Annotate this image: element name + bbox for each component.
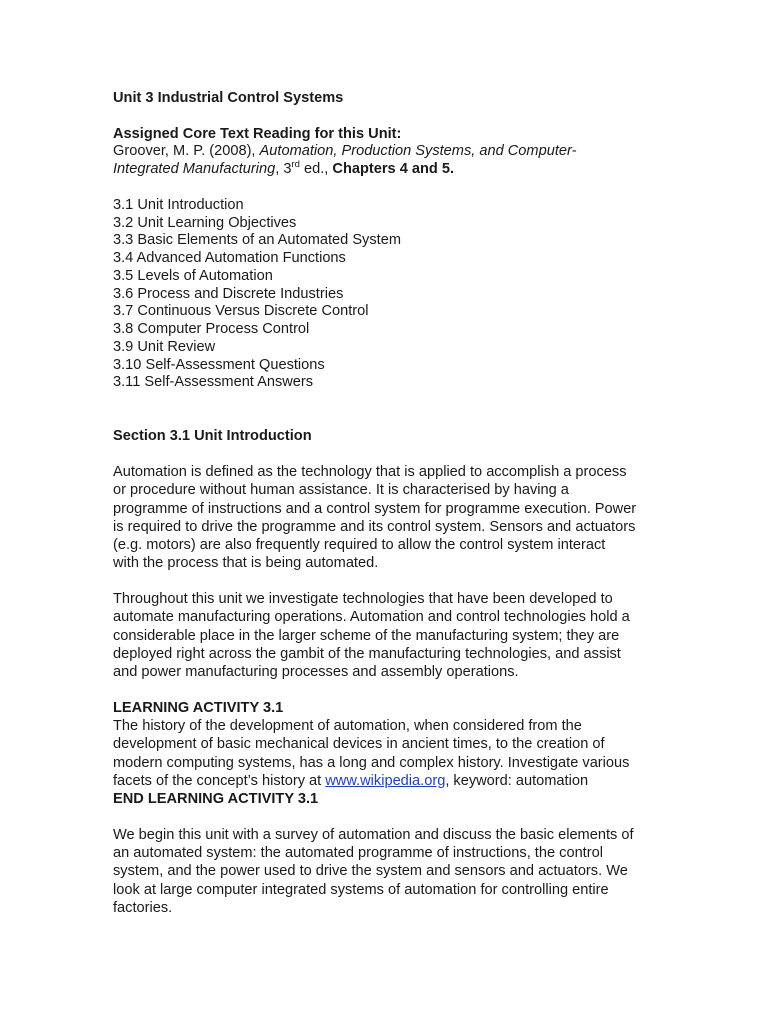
learning-activity-end: END LEARNING ACTIVITY 3.1: [113, 791, 319, 808]
learning-activity: [113, 699, 653, 808]
toc-item: 3.7 Continuous Versus Discrete Control: [113, 303, 369, 320]
toc-item: 3.8 Computer Process Control: [113, 321, 310, 338]
toc-item: 3.3 Basic Elements of an Automated System: [113, 232, 401, 249]
reading-heading: Assigned Core Text Reading for this Unit:: [113, 125, 402, 142]
reading-edition-suffix: ed.,: [299, 161, 333, 178]
activity-last-line-suffix: , keyword: automation: [445, 772, 589, 789]
toc-item: 3.9 Unit Review: [113, 338, 216, 355]
paragraph-line: system, and the power used to drive the system and sensors and actuators. We: [113, 863, 628, 880]
paragraph-line: development of basic mechanical devices in ancient times, to the creation of: [113, 736, 605, 753]
wikipedia-link[interactable]: www.wikipedia.org: [325, 772, 446, 789]
toc-item: 3.1 Unit Introduction: [113, 196, 244, 213]
section-heading: Section 3.1 Unit Introduction: [113, 427, 312, 444]
intro-paragraph-1: [113, 463, 653, 572]
paragraph-line: an automated system: the automated programme of instructions, the control: [113, 845, 603, 862]
intro-paragraph-3: [113, 826, 653, 917]
paragraph-line: programme of instructions and a control system for programme execution. Power: [113, 500, 637, 517]
intro-paragraph-2: [113, 590, 653, 681]
toc-item: 3.11 Self-Assessment Answers: [113, 374, 314, 391]
reading-citation-line-2: [113, 161, 653, 179]
reading-book-title-part2: Integrated Manufacturing: [113, 161, 276, 178]
paragraph-line: automate manufacturing operations. Automation and control technologies hold a: [113, 609, 630, 626]
learning-activity-start: LEARNING ACTIVITY 3.1: [113, 700, 284, 717]
paragraph-line: considerable place in the larger scheme of the manufacturing system; they are: [113, 627, 620, 644]
paragraph-line: with the process that is being automated.: [113, 555, 379, 572]
toc-item: 3.10 Self-Assessment Questions: [113, 356, 325, 373]
paragraph-line: We begin this unit with a survey of automation and discuss the basic elements of: [113, 827, 634, 844]
paragraph-line: deployed right across the gambit of the manufacturing technologies, and assist: [113, 645, 621, 662]
table-of-contents: [113, 197, 653, 392]
paragraph-line: Throughout this unit we investigate technologies that have been developed to: [113, 591, 613, 608]
paragraph-line: look at large computer integrated systems of automation for controlling entire: [113, 881, 609, 898]
paragraph-line: factories.: [113, 899, 173, 916]
toc-item: 3.5 Levels of Automation: [113, 267, 273, 284]
paragraph-line: is required to drive the programme and its control system. Sensors and actuators: [113, 518, 636, 535]
paragraph-line: Automation is defined as the technology that is applied to accomplish a process: [113, 464, 627, 481]
reading-book-title-part1: Automation, Production Systems, and Computer-: [259, 143, 577, 160]
paragraph-line: The history of the development of automation, when considered from the: [113, 718, 582, 735]
toc-item: 3.2 Unit Learning Objectives: [113, 214, 297, 231]
toc-item: 3.6 Process and Discrete Industries: [113, 285, 344, 302]
paragraph-line: or procedure without human assistance. It is characterised by having a: [113, 482, 569, 499]
reading-citation-line-1: [113, 143, 653, 161]
paragraph-line: (e.g. motors) are also frequently required to allow the control system interact: [113, 537, 606, 554]
document-page: [113, 90, 653, 917]
activity-last-line-prefix: facets of the concept’s history at: [113, 772, 326, 789]
unit-title: Unit 3 Industrial Control Systems: [113, 90, 344, 106]
reading-edition-sup: rd: [291, 159, 300, 171]
paragraph-line: [113, 772, 653, 790]
reading-author: Groover, M. P. (2008),: [113, 143, 260, 160]
reading-chapters: Chapters 4 and 5.: [332, 161, 455, 178]
paragraph-line: modern computing systems, has a long and complex history. Investigate various: [113, 754, 630, 771]
paragraph-line: and power manufacturing processes and assembly operations.: [113, 664, 519, 681]
toc-item: 3.4 Advanced Automation Functions: [113, 250, 346, 267]
reading-edition-prefix: , 3: [275, 161, 292, 178]
